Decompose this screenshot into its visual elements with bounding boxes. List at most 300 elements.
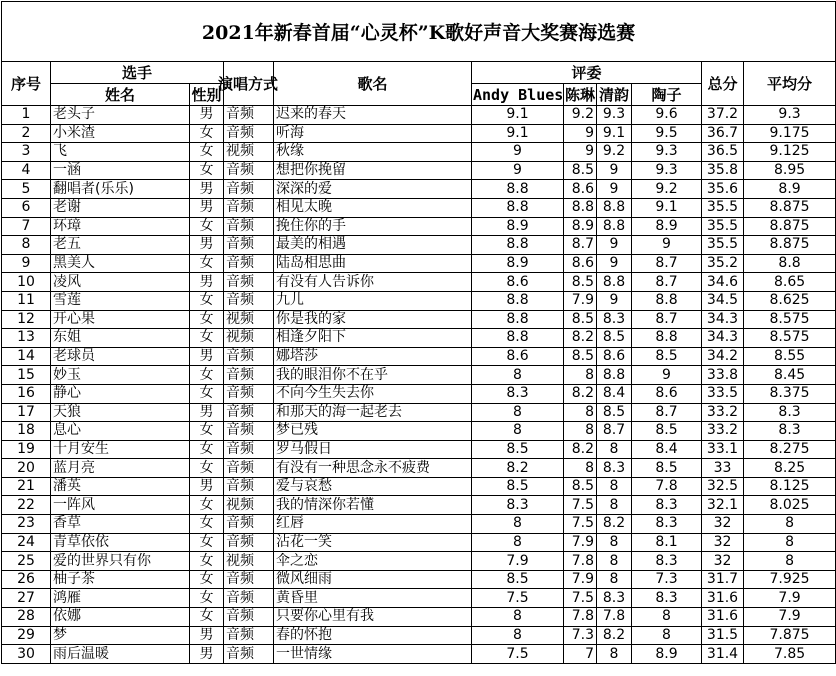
cell-gender[interactable]: 男 <box>190 198 224 217</box>
cell-index[interactable]: 16 <box>2 384 51 403</box>
cell-judge-taozi[interactable]: 8.7 <box>632 273 702 292</box>
cell-mode[interactable]: 音频 <box>224 254 274 273</box>
cell-mode[interactable]: 音频 <box>224 403 274 422</box>
cell-index[interactable]: 7 <box>2 217 51 236</box>
cell-judge-taozi[interactable]: 8.8 <box>632 329 702 348</box>
cell-song[interactable]: 沾花一笑 <box>274 533 472 552</box>
header-judges[interactable]: 评委 <box>472 62 702 84</box>
header-judge-qingyun[interactable]: 清韵 <box>597 84 632 106</box>
cell-judge-taozi[interactable]: 9.3 <box>632 143 702 162</box>
cell-index[interactable]: 21 <box>2 477 51 496</box>
cell-judge-chenlin[interactable]: 8.7 <box>564 236 597 255</box>
cell-index[interactable]: 13 <box>2 329 51 348</box>
cell-song[interactable]: 我的眼泪你不在乎 <box>274 366 472 385</box>
cell-judge-taozi[interactable]: 8.7 <box>632 254 702 273</box>
cell-mode[interactable]: 音频 <box>224 589 274 608</box>
cell-judge-qingyun[interactable]: 8.8 <box>597 198 632 217</box>
cell-mode[interactable]: 视频 <box>224 310 274 329</box>
cell-index[interactable]: 29 <box>2 626 51 645</box>
cell-judge-chenlin[interactable]: 9 <box>564 143 597 162</box>
cell-judge-qingyun[interactable]: 8.8 <box>597 217 632 236</box>
cell-average[interactable]: 9.125 <box>744 143 836 162</box>
cell-gender[interactable]: 女 <box>190 217 224 236</box>
cell-gender[interactable]: 女 <box>190 608 224 627</box>
cell-judge-chenlin[interactable]: 7.5 <box>564 515 597 534</box>
cell-gender[interactable]: 男 <box>190 236 224 255</box>
cell-mode[interactable]: 音频 <box>224 440 274 459</box>
cell-mode[interactable]: 音频 <box>224 124 274 143</box>
cell-gender[interactable]: 男 <box>190 645 224 664</box>
cell-index[interactable]: 18 <box>2 422 51 441</box>
cell-name[interactable]: 爱的世界只有你 <box>51 552 190 571</box>
cell-judge-qingyun[interactable]: 8 <box>597 570 632 589</box>
cell-song[interactable]: 想把你挽留 <box>274 161 472 180</box>
cell-average[interactable]: 8.275 <box>744 440 836 459</box>
cell-average[interactable]: 8.875 <box>744 217 836 236</box>
cell-judge-qingyun[interactable]: 9.1 <box>597 124 632 143</box>
cell-judge-qingyun[interactable]: 8.5 <box>597 329 632 348</box>
cell-mode[interactable]: 音频 <box>224 217 274 236</box>
cell-mode[interactable]: 音频 <box>224 198 274 217</box>
cell-mode[interactable]: 音频 <box>224 180 274 199</box>
cell-judge-andy[interactable]: 8 <box>472 608 564 627</box>
cell-song[interactable]: 和那天的海一起老去 <box>274 403 472 422</box>
cell-mode[interactable]: 视频 <box>224 329 274 348</box>
cell-gender[interactable]: 女 <box>190 533 224 552</box>
cell-mode[interactable]: 音频 <box>224 347 274 366</box>
cell-gender[interactable]: 女 <box>190 161 224 180</box>
cell-gender[interactable]: 女 <box>190 366 224 385</box>
cell-gender[interactable]: 男 <box>190 347 224 366</box>
cell-judge-qingyun[interactable]: 8 <box>597 552 632 571</box>
cell-average[interactable]: 8.9 <box>744 180 836 199</box>
cell-judge-taozi[interactable]: 8.7 <box>632 403 702 422</box>
cell-name[interactable]: 黑美人 <box>51 254 190 273</box>
cell-mode[interactable]: 音频 <box>224 422 274 441</box>
header-judge-taozi[interactable]: 陶子 <box>632 84 702 106</box>
cell-judge-chenlin[interactable]: 8.2 <box>564 440 597 459</box>
cell-song[interactable]: 梦已残 <box>274 422 472 441</box>
cell-average[interactable]: 8.025 <box>744 496 836 515</box>
cell-song[interactable]: 红唇 <box>274 515 472 534</box>
cell-judge-andy[interactable]: 8 <box>472 403 564 422</box>
cell-total[interactable]: 32.5 <box>702 477 744 496</box>
cell-judge-chenlin[interactable]: 8.6 <box>564 254 597 273</box>
cell-song[interactable]: 春的怀抱 <box>274 626 472 645</box>
cell-gender[interactable]: 女 <box>190 496 224 515</box>
cell-average[interactable]: 8 <box>744 552 836 571</box>
cell-name[interactable]: 蓝月亮 <box>51 459 190 478</box>
cell-mode[interactable]: 音频 <box>224 515 274 534</box>
cell-name[interactable]: 静心 <box>51 384 190 403</box>
cell-mode[interactable]: 音频 <box>224 236 274 255</box>
cell-song[interactable]: 秋缘 <box>274 143 472 162</box>
cell-judge-qingyun[interactable]: 8.3 <box>597 310 632 329</box>
cell-judge-andy[interactable]: 8.3 <box>472 496 564 515</box>
header-judge-chenlin[interactable]: 陈琳 <box>564 84 597 106</box>
cell-gender[interactable]: 男 <box>190 477 224 496</box>
cell-song[interactable]: 九儿 <box>274 291 472 310</box>
cell-index[interactable]: 12 <box>2 310 51 329</box>
cell-total[interactable]: 31.6 <box>702 608 744 627</box>
cell-judge-chenlin[interactable]: 8.9 <box>564 217 597 236</box>
cell-judge-chenlin[interactable]: 7 <box>564 645 597 664</box>
cell-name[interactable]: 环璋 <box>51 217 190 236</box>
cell-judge-andy[interactable]: 8.8 <box>472 329 564 348</box>
cell-index[interactable]: 11 <box>2 291 51 310</box>
header-index[interactable]: 序号 <box>2 62 51 106</box>
cell-total[interactable]: 35.5 <box>702 236 744 255</box>
cell-song[interactable]: 有没有一种思念永不疲费 <box>274 459 472 478</box>
cell-index[interactable]: 6 <box>2 198 51 217</box>
cell-judge-qingyun[interactable]: 8.2 <box>597 515 632 534</box>
cell-average[interactable]: 7.875 <box>744 626 836 645</box>
cell-gender[interactable]: 女 <box>190 570 224 589</box>
cell-song[interactable]: 不向今生失去你 <box>274 384 472 403</box>
cell-index[interactable]: 17 <box>2 403 51 422</box>
cell-total[interactable]: 36.7 <box>702 124 744 143</box>
cell-judge-qingyun[interactable]: 8.3 <box>597 459 632 478</box>
cell-total[interactable]: 31.7 <box>702 570 744 589</box>
cell-average[interactable]: 8.65 <box>744 273 836 292</box>
cell-judge-chenlin[interactable]: 7.5 <box>564 589 597 608</box>
cell-total[interactable]: 35.6 <box>702 180 744 199</box>
cell-total[interactable]: 31.5 <box>702 626 744 645</box>
cell-mode[interactable]: 音频 <box>224 366 274 385</box>
cell-gender[interactable]: 女 <box>190 384 224 403</box>
cell-name[interactable]: 翻唱者(乐乐) <box>51 180 190 199</box>
cell-judge-qingyun[interactable]: 9 <box>597 254 632 273</box>
cell-gender[interactable]: 女 <box>190 459 224 478</box>
cell-judge-taozi[interactable]: 9 <box>632 366 702 385</box>
cell-gender[interactable]: 男 <box>190 626 224 645</box>
cell-song[interactable]: 有没有人告诉你 <box>274 273 472 292</box>
cell-judge-andy[interactable]: 8.8 <box>472 180 564 199</box>
cell-mode[interactable]: 音频 <box>224 459 274 478</box>
cell-gender[interactable]: 女 <box>190 422 224 441</box>
cell-average[interactable]: 8.8 <box>744 254 836 273</box>
cell-judge-chenlin[interactable]: 8 <box>564 403 597 422</box>
cell-name[interactable]: 一涵 <box>51 161 190 180</box>
sheet-title[interactable]: 2021年新春首届“心灵杯”K歌好声音大奖赛海选赛 <box>2 2 836 62</box>
cell-judge-chenlin[interactable]: 8.5 <box>564 477 597 496</box>
cell-mode[interactable]: 音频 <box>224 626 274 645</box>
cell-gender[interactable]: 女 <box>190 143 224 162</box>
cell-judge-chenlin[interactable]: 8.8 <box>564 198 597 217</box>
cell-mode[interactable]: 视频 <box>224 143 274 162</box>
header-song[interactable]: 歌名 <box>274 62 472 106</box>
cell-judge-chenlin[interactable]: 8 <box>564 459 597 478</box>
cell-song[interactable]: 相见太晚 <box>274 198 472 217</box>
cell-judge-taozi[interactable]: 9.5 <box>632 124 702 143</box>
cell-gender[interactable]: 女 <box>190 589 224 608</box>
cell-mode[interactable]: 音频 <box>224 291 274 310</box>
cell-name[interactable]: 老谢 <box>51 198 190 217</box>
cell-name[interactable]: 妙玉 <box>51 366 190 385</box>
cell-judge-andy[interactable]: 8.6 <box>472 347 564 366</box>
cell-name[interactable]: 十月安生 <box>51 440 190 459</box>
cell-gender[interactable]: 男 <box>190 180 224 199</box>
cell-judge-taozi[interactable]: 8 <box>632 608 702 627</box>
cell-judge-andy[interactable]: 8.8 <box>472 310 564 329</box>
cell-judge-andy[interactable]: 8.5 <box>472 477 564 496</box>
cell-song[interactable]: 迟来的春天 <box>274 106 472 125</box>
cell-mode[interactable]: 视频 <box>224 552 274 571</box>
cell-total[interactable]: 34.3 <box>702 310 744 329</box>
cell-total[interactable]: 31.6 <box>702 589 744 608</box>
cell-mode[interactable]: 音频 <box>224 106 274 125</box>
cell-judge-andy[interactable]: 7.9 <box>472 552 564 571</box>
cell-judge-andy[interactable]: 8 <box>472 533 564 552</box>
cell-average[interactable]: 8.45 <box>744 366 836 385</box>
cell-judge-andy[interactable]: 9.1 <box>472 124 564 143</box>
cell-index[interactable]: 28 <box>2 608 51 627</box>
cell-judge-taozi[interactable]: 8 <box>632 626 702 645</box>
cell-judge-chenlin[interactable]: 8.2 <box>564 384 597 403</box>
cell-index[interactable]: 1 <box>2 106 51 125</box>
cell-name[interactable]: 青草依依 <box>51 533 190 552</box>
cell-judge-taozi[interactable]: 8.3 <box>632 589 702 608</box>
cell-judge-qingyun[interactable]: 8.5 <box>597 403 632 422</box>
cell-judge-qingyun[interactable]: 8 <box>597 496 632 515</box>
cell-index[interactable]: 26 <box>2 570 51 589</box>
cell-average[interactable]: 7.85 <box>744 645 836 664</box>
cell-index[interactable]: 23 <box>2 515 51 534</box>
cell-song[interactable]: 我的情深你若懂 <box>274 496 472 515</box>
cell-song[interactable]: 爱与哀愁 <box>274 477 472 496</box>
cell-judge-chenlin[interactable]: 7.9 <box>564 533 597 552</box>
cell-song[interactable]: 娜塔莎 <box>274 347 472 366</box>
cell-index[interactable]: 27 <box>2 589 51 608</box>
cell-judge-chenlin[interactable]: 7.3 <box>564 626 597 645</box>
cell-song[interactable]: 只要你心里有我 <box>274 608 472 627</box>
cell-gender[interactable]: 女 <box>190 552 224 571</box>
cell-judge-taozi[interactable]: 9.1 <box>632 198 702 217</box>
cell-judge-chenlin[interactable]: 7.9 <box>564 291 597 310</box>
cell-total[interactable]: 32 <box>702 515 744 534</box>
cell-index[interactable]: 14 <box>2 347 51 366</box>
cell-total[interactable]: 36.5 <box>702 143 744 162</box>
cell-song[interactable]: 相逢夕阳下 <box>274 329 472 348</box>
cell-average[interactable]: 7.9 <box>744 608 836 627</box>
cell-judge-taozi[interactable]: 8.7 <box>632 310 702 329</box>
cell-judge-chenlin[interactable]: 7.9 <box>564 570 597 589</box>
cell-judge-andy[interactable]: 9 <box>472 161 564 180</box>
cell-average[interactable]: 8 <box>744 533 836 552</box>
cell-judge-andy[interactable]: 7.5 <box>472 589 564 608</box>
cell-total[interactable]: 35.8 <box>702 161 744 180</box>
cell-judge-chenlin[interactable]: 8.5 <box>564 310 597 329</box>
cell-gender[interactable]: 女 <box>190 329 224 348</box>
cell-average[interactable]: 7.9 <box>744 589 836 608</box>
cell-song[interactable]: 一世情缘 <box>274 645 472 664</box>
cell-judge-taozi[interactable]: 8.1 <box>632 533 702 552</box>
cell-judge-chenlin[interactable]: 7.8 <box>564 608 597 627</box>
cell-average[interactable]: 8.875 <box>744 236 836 255</box>
header-name[interactable]: 姓名 <box>51 84 190 106</box>
cell-judge-taozi[interactable]: 9.2 <box>632 180 702 199</box>
cell-average[interactable]: 8.875 <box>744 198 836 217</box>
cell-judge-taozi[interactable]: 8.5 <box>632 459 702 478</box>
cell-judge-qingyun[interactable]: 8 <box>597 645 632 664</box>
cell-judge-taozi[interactable]: 7.8 <box>632 477 702 496</box>
cell-gender[interactable]: 女 <box>190 440 224 459</box>
cell-total[interactable]: 32 <box>702 533 744 552</box>
cell-judge-taozi[interactable]: 9.3 <box>632 161 702 180</box>
cell-gender[interactable]: 女 <box>190 515 224 534</box>
cell-name[interactable]: 凌风 <box>51 273 190 292</box>
cell-total[interactable]: 34.2 <box>702 347 744 366</box>
cell-mode[interactable]: 音频 <box>224 384 274 403</box>
cell-judge-qingyun[interactable]: 9 <box>597 161 632 180</box>
cell-mode[interactable]: 音频 <box>224 477 274 496</box>
cell-mode[interactable]: 音频 <box>224 533 274 552</box>
cell-index[interactable]: 15 <box>2 366 51 385</box>
cell-total[interactable]: 32 <box>702 552 744 571</box>
header-average[interactable]: 平均分 <box>744 62 836 106</box>
cell-judge-taozi[interactable]: 8.9 <box>632 217 702 236</box>
cell-name[interactable]: 依娜 <box>51 608 190 627</box>
cell-average[interactable]: 8.3 <box>744 403 836 422</box>
cell-index[interactable]: 2 <box>2 124 51 143</box>
cell-judge-andy[interactable]: 8.8 <box>472 236 564 255</box>
cell-index[interactable]: 25 <box>2 552 51 571</box>
cell-average[interactable]: 8.95 <box>744 161 836 180</box>
cell-average[interactable]: 8.575 <box>744 329 836 348</box>
cell-judge-andy[interactable]: 8 <box>472 366 564 385</box>
cell-judge-chenlin[interactable]: 9.2 <box>564 106 597 125</box>
cell-judge-andy[interactable]: 8.5 <box>472 570 564 589</box>
cell-judge-chenlin[interactable]: 8.5 <box>564 347 597 366</box>
cell-total[interactable]: 34.5 <box>702 291 744 310</box>
cell-name[interactable]: 飞 <box>51 143 190 162</box>
cell-judge-andy[interactable]: 9 <box>472 143 564 162</box>
header-total[interactable]: 总分 <box>702 62 744 106</box>
cell-judge-taozi[interactable]: 8.3 <box>632 552 702 571</box>
cell-judge-taozi[interactable]: 8.5 <box>632 422 702 441</box>
cell-judge-qingyun[interactable]: 8.4 <box>597 384 632 403</box>
cell-gender[interactable]: 男 <box>190 273 224 292</box>
cell-index[interactable]: 20 <box>2 459 51 478</box>
cell-total[interactable]: 33.1 <box>702 440 744 459</box>
cell-mode[interactable]: 音频 <box>224 161 274 180</box>
cell-average[interactable]: 8.575 <box>744 310 836 329</box>
cell-song[interactable]: 听海 <box>274 124 472 143</box>
cell-judge-qingyun[interactable]: 9 <box>597 236 632 255</box>
cell-name[interactable]: 老头子 <box>51 106 190 125</box>
cell-judge-qingyun[interactable]: 7.8 <box>597 608 632 627</box>
cell-index[interactable]: 10 <box>2 273 51 292</box>
cell-name[interactable]: 老五 <box>51 236 190 255</box>
cell-judge-taozi[interactable]: 8.3 <box>632 496 702 515</box>
cell-gender[interactable]: 女 <box>190 124 224 143</box>
cell-judge-qingyun[interactable]: 8 <box>597 477 632 496</box>
cell-song[interactable]: 挽住你的手 <box>274 217 472 236</box>
cell-name[interactable]: 小米渣 <box>51 124 190 143</box>
cell-judge-qingyun[interactable]: 8.8 <box>597 273 632 292</box>
cell-average[interactable]: 8.125 <box>744 477 836 496</box>
cell-index[interactable]: 8 <box>2 236 51 255</box>
cell-song[interactable]: 你是我的家 <box>274 310 472 329</box>
cell-judge-andy[interactable]: 8.9 <box>472 217 564 236</box>
cell-mode[interactable]: 音频 <box>224 273 274 292</box>
cell-judge-qingyun[interactable]: 9 <box>597 291 632 310</box>
cell-judge-qingyun[interactable]: 8 <box>597 533 632 552</box>
cell-name[interactable]: 雨后温暖 <box>51 645 190 664</box>
cell-judge-qingyun[interactable]: 8.3 <box>597 589 632 608</box>
cell-average[interactable]: 8 <box>744 515 836 534</box>
cell-average[interactable]: 8.55 <box>744 347 836 366</box>
cell-gender[interactable]: 男 <box>190 403 224 422</box>
cell-judge-taozi[interactable]: 7.3 <box>632 570 702 589</box>
cell-judge-chenlin[interactable]: 7.8 <box>564 552 597 571</box>
cell-judge-andy[interactable]: 7.5 <box>472 645 564 664</box>
cell-judge-taozi[interactable]: 9 <box>632 236 702 255</box>
cell-judge-andy[interactable]: 8.5 <box>472 440 564 459</box>
cell-judge-taozi[interactable]: 8.9 <box>632 645 702 664</box>
cell-name[interactable]: 香草 <box>51 515 190 534</box>
cell-judge-qingyun[interactable]: 8.6 <box>597 347 632 366</box>
cell-total[interactable]: 34.3 <box>702 329 744 348</box>
cell-index[interactable]: 19 <box>2 440 51 459</box>
cell-judge-qingyun[interactable]: 8 <box>597 440 632 459</box>
cell-gender[interactable]: 女 <box>190 310 224 329</box>
cell-judge-qingyun[interactable]: 8.8 <box>597 366 632 385</box>
cell-judge-chenlin[interactable]: 8.2 <box>564 329 597 348</box>
cell-name[interactable]: 潘英 <box>51 477 190 496</box>
cell-average[interactable]: 8.375 <box>744 384 836 403</box>
cell-judge-chenlin[interactable]: 8.5 <box>564 161 597 180</box>
header-mode[interactable]: 演唱方式 <box>224 62 274 106</box>
cell-mode[interactable]: 音频 <box>224 645 274 664</box>
cell-gender[interactable]: 男 <box>190 106 224 125</box>
cell-total[interactable]: 32.1 <box>702 496 744 515</box>
header-contestant[interactable]: 选手 <box>51 62 224 84</box>
cell-index[interactable]: 22 <box>2 496 51 515</box>
cell-gender[interactable]: 女 <box>190 291 224 310</box>
cell-average[interactable]: 9.3 <box>744 106 836 125</box>
cell-judge-chenlin[interactable]: 8 <box>564 366 597 385</box>
cell-index[interactable]: 24 <box>2 533 51 552</box>
cell-song[interactable]: 微风细雨 <box>274 570 472 589</box>
cell-song[interactable]: 最美的相遇 <box>274 236 472 255</box>
cell-gender[interactable]: 女 <box>190 254 224 273</box>
cell-name[interactable]: 开心果 <box>51 310 190 329</box>
cell-judge-chenlin[interactable]: 9 <box>564 124 597 143</box>
cell-song[interactable]: 伞之恋 <box>274 552 472 571</box>
cell-judge-chenlin[interactable]: 8.6 <box>564 180 597 199</box>
cell-average[interactable]: 8.625 <box>744 291 836 310</box>
cell-judge-taozi[interactable]: 8.8 <box>632 291 702 310</box>
cell-judge-qingyun[interactable]: 9.3 <box>597 106 632 125</box>
cell-index[interactable]: 5 <box>2 180 51 199</box>
cell-judge-taozi[interactable]: 8.4 <box>632 440 702 459</box>
cell-total[interactable]: 35.2 <box>702 254 744 273</box>
cell-name[interactable]: 鸿雁 <box>51 589 190 608</box>
cell-judge-chenlin[interactable]: 8 <box>564 422 597 441</box>
cell-judge-taozi[interactable]: 9.6 <box>632 106 702 125</box>
cell-judge-andy[interactable]: 8.8 <box>472 198 564 217</box>
cell-name[interactable]: 梦 <box>51 626 190 645</box>
cell-name[interactable]: 一阵风 <box>51 496 190 515</box>
cell-judge-qingyun[interactable]: 9.2 <box>597 143 632 162</box>
cell-name[interactable]: 雪莲 <box>51 291 190 310</box>
cell-mode[interactable]: 音频 <box>224 608 274 627</box>
cell-judge-chenlin[interactable]: 8.5 <box>564 273 597 292</box>
cell-total[interactable]: 33.8 <box>702 366 744 385</box>
cell-total[interactable]: 34.6 <box>702 273 744 292</box>
cell-judge-andy[interactable]: 8 <box>472 515 564 534</box>
